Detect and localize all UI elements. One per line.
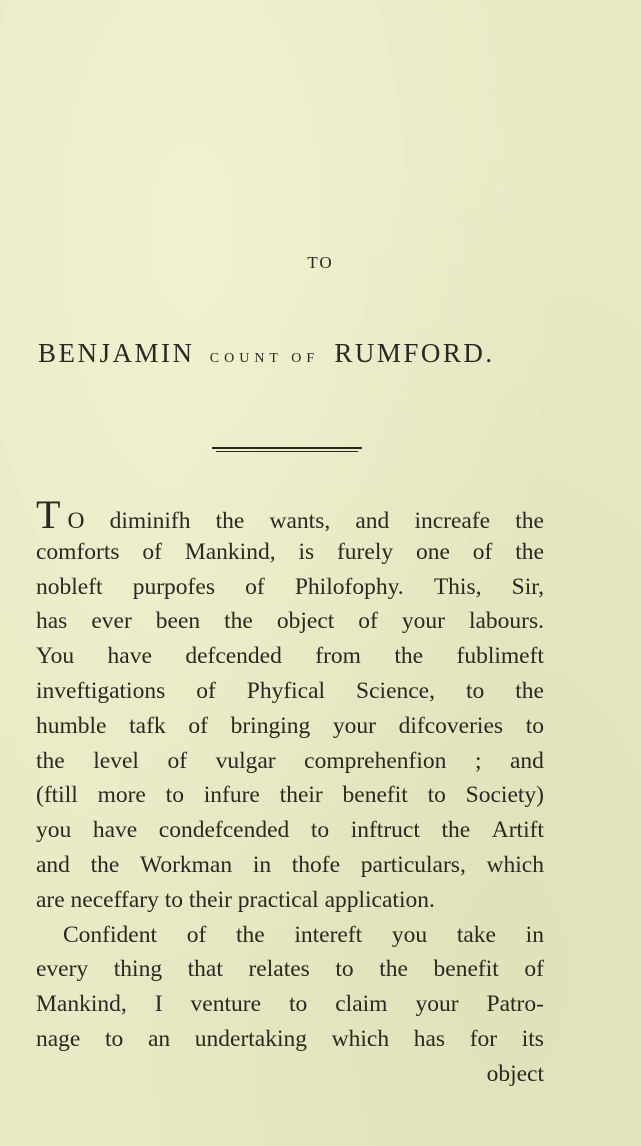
word: vulgar [215, 747, 276, 774]
word: to [105, 1025, 124, 1052]
word: the [515, 508, 544, 534]
word: infure [203, 782, 260, 809]
word: to [310, 817, 330, 844]
word: is [298, 538, 315, 565]
word: the [215, 508, 245, 534]
word: the [515, 538, 544, 565]
word: intereft [294, 921, 363, 948]
word: of [524, 956, 544, 983]
ornamental-rule [212, 447, 362, 449]
word: which [486, 851, 544, 878]
word: object [276, 608, 335, 635]
word: Phyfical [246, 677, 326, 704]
text-line [36, 639, 544, 674]
word: the [379, 956, 408, 983]
word: Patro- [486, 991, 544, 1018]
word: tafk [129, 712, 166, 739]
text-line [36, 570, 544, 605]
text-line [36, 813, 544, 848]
text-line [36, 848, 544, 883]
word: from [315, 643, 361, 670]
word: of [358, 608, 378, 635]
word: O [67, 508, 85, 534]
text-line [36, 987, 544, 1022]
word: Workman [140, 851, 233, 878]
word: of [142, 538, 162, 565]
word: and [510, 747, 544, 774]
word: an [147, 1025, 171, 1052]
word: humble [36, 712, 107, 739]
text-line [36, 1022, 544, 1057]
word: undertaking [194, 1025, 308, 1052]
word: the [224, 608, 253, 635]
word: of [186, 921, 207, 948]
word: You [36, 643, 75, 670]
catchword-line [36, 1057, 544, 1092]
word: has [413, 1025, 446, 1052]
word: your [401, 608, 445, 635]
text-line [36, 744, 544, 779]
word: your [415, 991, 459, 1018]
word: have [107, 643, 152, 670]
word: of [196, 677, 216, 704]
text-line: are neceffary to their practical application. [36, 886, 435, 913]
word: the [90, 851, 120, 878]
word: has [36, 608, 68, 635]
dedicatee-place: RUMFORD. [334, 338, 495, 368]
word: inveftigations [36, 677, 166, 704]
text-line [36, 535, 544, 570]
word: Sir, [511, 573, 544, 600]
word: which [331, 1025, 390, 1052]
word: I [154, 991, 163, 1018]
paragraph-1 [36, 535, 544, 918]
word: to [288, 991, 308, 1018]
word: for [469, 1025, 498, 1052]
text-line [36, 952, 544, 987]
word: the [36, 747, 65, 774]
word: Confident [63, 921, 157, 948]
word: nage [36, 1025, 81, 1052]
word: particulars, [360, 851, 466, 878]
word: inftruct [350, 817, 420, 844]
word: the [441, 817, 471, 844]
word: of [188, 712, 208, 739]
word: to [427, 782, 446, 809]
dedicatee-name: BENJAMIN [38, 338, 195, 368]
word: fublimeft [456, 643, 544, 670]
first-line-text [67, 504, 544, 539]
word: bringing [230, 712, 311, 739]
word: furely [336, 538, 394, 565]
text-line [36, 778, 544, 813]
word: Artift [491, 817, 544, 844]
word: and [36, 851, 70, 878]
word: every [36, 956, 89, 983]
word: comprehenfion [304, 747, 447, 774]
word: in [252, 851, 272, 878]
word: in [525, 921, 544, 948]
word: you [36, 817, 72, 844]
word: thing [113, 956, 163, 983]
drop-cap: T [36, 492, 61, 537]
word: your [332, 712, 376, 739]
paragraph-2 [36, 918, 544, 1057]
word: you [391, 921, 428, 948]
word: comforts [36, 538, 120, 565]
word: have [92, 817, 138, 844]
word: take [456, 921, 496, 948]
word: ever [91, 608, 132, 635]
word: that [187, 956, 223, 983]
word: claim [335, 991, 388, 1018]
word: its [521, 1025, 544, 1052]
word: the [515, 677, 544, 704]
word: the [394, 643, 424, 670]
word: labours. [468, 608, 544, 635]
word: defcended [185, 643, 282, 670]
word: to [525, 712, 544, 739]
word: nobleft [36, 573, 103, 600]
word: their [279, 782, 323, 809]
word: and [355, 508, 390, 534]
text-line [36, 604, 544, 639]
first-line [36, 492, 544, 537]
catchword: object [486, 1060, 544, 1087]
word: (ftill [36, 782, 78, 809]
word: This, [433, 573, 482, 600]
text-line [36, 709, 544, 744]
word: the [235, 921, 265, 948]
word: to [465, 677, 485, 704]
word: condefcended [158, 817, 290, 844]
word: of [472, 538, 493, 565]
word: Philofophy. [294, 573, 404, 600]
word: been [155, 608, 201, 635]
word: one [415, 538, 450, 565]
word: relates [248, 956, 310, 983]
word: wants, [269, 508, 331, 534]
dedication-to: TO [307, 253, 334, 272]
word: difcoveries [398, 712, 504, 739]
dedicatee-title: COUNT OF [209, 351, 320, 366]
word: Mankind, [184, 538, 276, 565]
word: of [167, 747, 188, 774]
text-line [36, 674, 544, 709]
dedicatee-line [38, 338, 558, 369]
word: Society) [465, 782, 544, 809]
word: purpofes [132, 573, 215, 600]
word: benefit [433, 956, 499, 983]
dedication-body [36, 492, 544, 1092]
word: diminifh [109, 508, 191, 534]
ornamental-rule-thin [216, 451, 358, 452]
word: benefit [342, 782, 408, 809]
word: Mankind, [36, 991, 127, 1018]
word: more [97, 782, 146, 809]
word: increafe [414, 508, 491, 534]
word: level [93, 747, 139, 774]
word: Science, [356, 677, 435, 704]
word: thofe [291, 851, 341, 878]
word: of [245, 573, 265, 600]
word: venture [190, 991, 261, 1018]
word: to [165, 782, 184, 809]
text-line [36, 918, 544, 953]
word: to [335, 956, 354, 983]
word: ; [474, 747, 482, 774]
